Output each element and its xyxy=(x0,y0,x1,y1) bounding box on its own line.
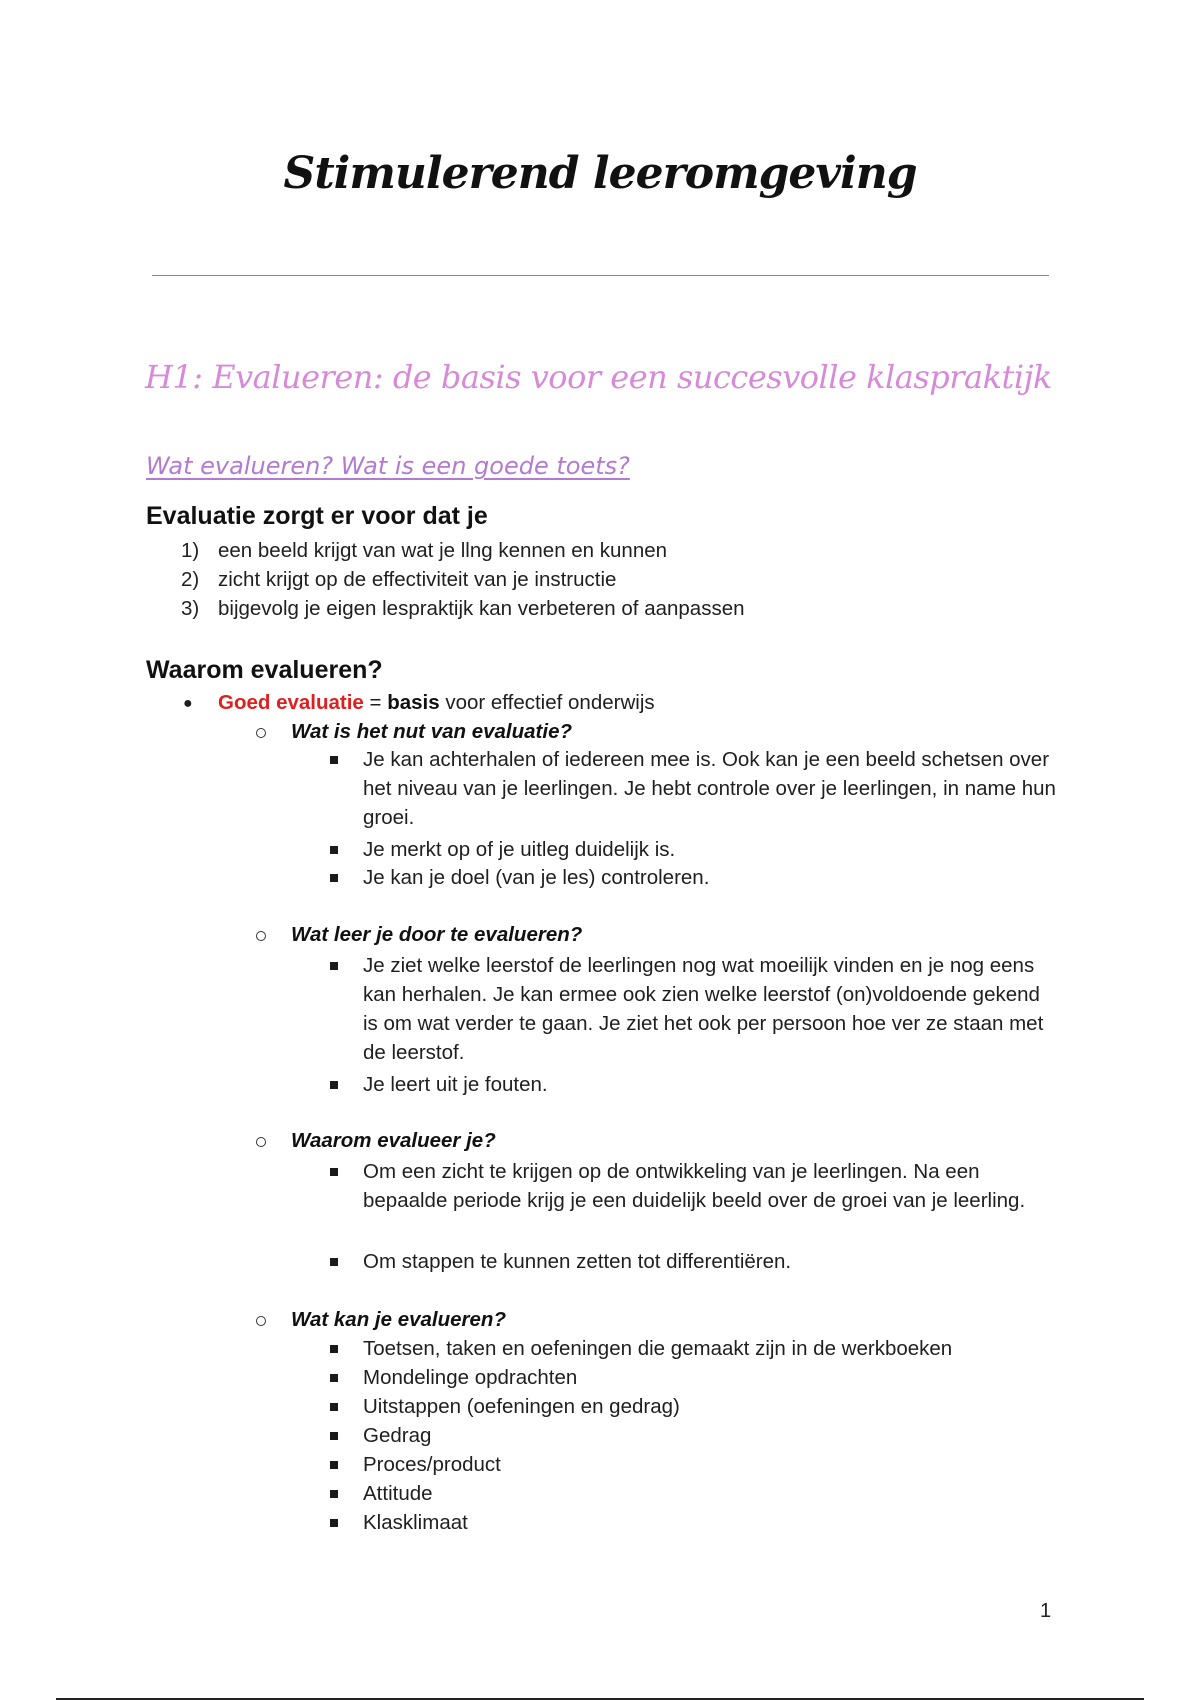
square-bullet-icon xyxy=(330,874,338,882)
list-item: Om een zicht te krijgen op de ontwikkeling van je leerlingen. Na een bepaalde periode krijg je een duidelijk beeld over de groei van je leerling. xyxy=(363,1160,1026,1212)
circle-bullet-icon xyxy=(256,728,266,738)
sub-question: Wat kan je evalueren? xyxy=(291,1308,506,1331)
list-item: Gedrag xyxy=(363,1424,432,1447)
block1-heading: Evaluatie zorgt er voor dat je xyxy=(146,502,488,530)
square-bullet-icon xyxy=(330,962,338,970)
sub-question: Wat is het nut van evaluatie? xyxy=(291,720,572,743)
square-bullet-icon xyxy=(330,1490,338,1498)
circle-bullet-icon xyxy=(256,931,266,941)
list-item: Je leert uit je fouten. xyxy=(363,1073,548,1096)
list-number: 2) xyxy=(181,568,200,591)
square-bullet-icon xyxy=(330,1168,338,1176)
square-bullet-icon xyxy=(330,1374,338,1382)
bullet-dot-icon: ● xyxy=(183,695,193,712)
bullet-item xyxy=(218,688,655,717)
list-item: Uitstappen (oefeningen en gedrag) xyxy=(363,1395,680,1418)
bullet-rest: voor effectief onderwijs xyxy=(439,691,655,714)
square-bullet-icon xyxy=(330,1432,338,1440)
circle-bullet-icon xyxy=(256,1316,266,1326)
list-item: Je kan achterhalen of iedereen mee is. Ook kan je een beeld schetsen over het niveau van je leerlingen. Je hebt controle over je leerlingen, in name hun groei. xyxy=(363,748,1056,829)
list-item: Je kan je doel (van je les) controleren. xyxy=(363,866,710,889)
document-title: Stimulerend leeromgeving xyxy=(283,148,917,199)
square-bullet-icon xyxy=(330,1403,338,1411)
list-item: Toetsen, taken en oefeningen die gemaakt zijn in de werkboeken xyxy=(363,1337,953,1360)
list-number: 3) xyxy=(181,597,200,620)
square-bullet-icon xyxy=(330,846,338,854)
list-number: 1) xyxy=(181,539,200,562)
equals-sign: = xyxy=(363,691,388,714)
bold-word: basis xyxy=(387,691,440,714)
square-bullet-icon xyxy=(330,756,338,764)
section-heading: Wat evalueren? Wat is een goede toets? xyxy=(146,452,630,480)
title-divider xyxy=(152,275,1049,276)
chapter-heading: H1: Evalueren: de basis voor een succesvolle klaspraktijk xyxy=(145,358,1052,396)
list-item: Klasklimaat xyxy=(363,1511,468,1534)
square-bullet-icon xyxy=(330,1519,338,1527)
square-bullet-icon xyxy=(330,1461,338,1469)
list-item: Je merkt op of je uitleg duidelijk is. xyxy=(363,838,676,861)
block2-heading: Waarom evalueren? xyxy=(146,656,383,684)
list-item: Om stappen te kunnen zetten tot differentiëren. xyxy=(363,1250,792,1273)
list-item: Mondelinge opdrachten xyxy=(363,1366,578,1389)
sub-question: Wat leer je door te evalueren? xyxy=(291,923,583,946)
list-item: een beeld krijgt van wat je llng kennen en kunnen xyxy=(218,539,668,562)
square-bullet-icon xyxy=(330,1258,338,1266)
square-bullet-icon xyxy=(330,1345,338,1353)
sub-question: Waarom evalueer je? xyxy=(291,1129,496,1152)
list-item: Proces/product xyxy=(363,1453,501,1476)
square-bullet-icon xyxy=(330,1081,338,1089)
list-item: bijgevolg je eigen lespraktijk kan verbeteren of aanpassen xyxy=(218,597,745,620)
page-number: 1 xyxy=(1040,1600,1052,1622)
list-item: Je ziet welke leerstof de leerlingen nog wat moeilijk vinden en je nog eens kan herhalen. Je kan ermee ook zien welke leerstof (on)voldoende gekend is om wat verder te gaan. Je ziet het ook per persoon hoe ver ze staan met de leerstof. xyxy=(363,954,1044,1064)
list-item: zicht krijgt op de effectiviteit van je instructie xyxy=(218,568,617,591)
circle-bullet-icon xyxy=(256,1137,266,1147)
list-item: Attitude xyxy=(363,1482,433,1505)
highlight-red: Goed evaluatie xyxy=(218,691,364,714)
